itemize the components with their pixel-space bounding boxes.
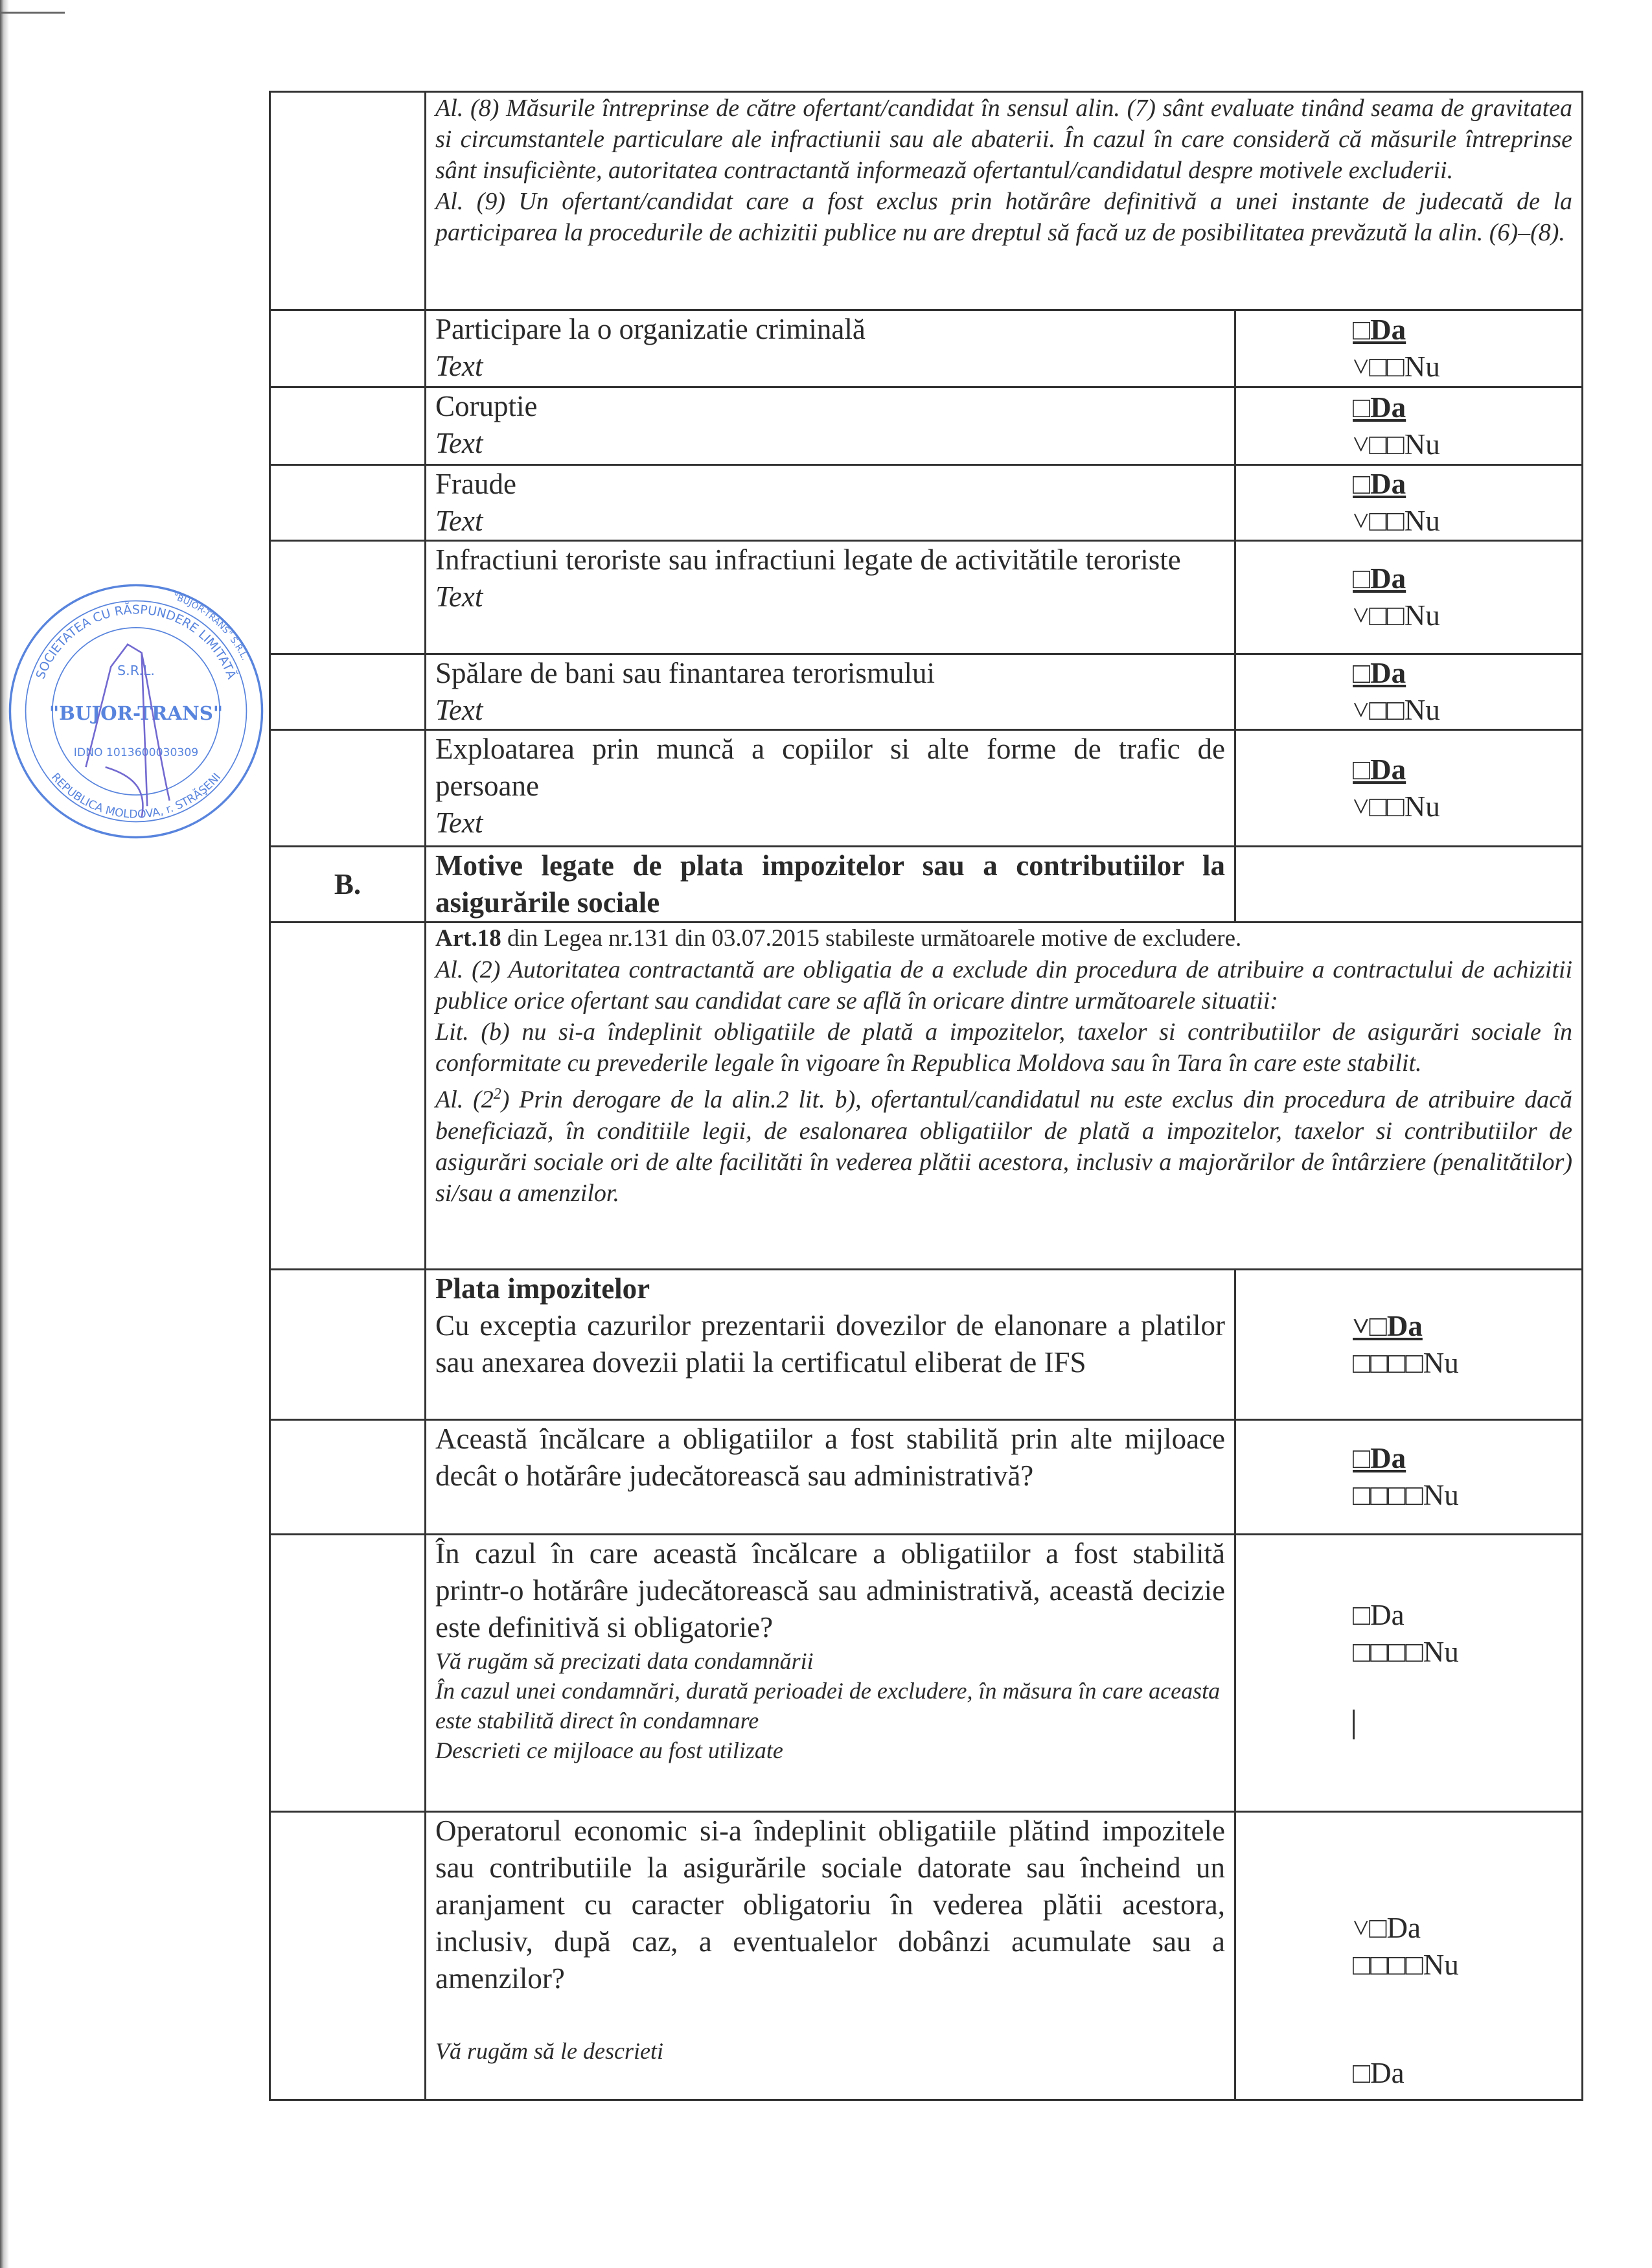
table-row	[270, 310, 1583, 387]
section-b-header	[270, 847, 1583, 922]
litb-text: Lit. (b) nu si-a îndeplinit obligatiile de plată a impozitelor, taxelor si contributiilor de asigurări sociale în conformitate cu prevederile legale în vigoare în Republica Moldova sau în Tara în care este stabilit.	[435, 1018, 1573, 1077]
nu-checkbox[interactable]: □□□□Nu	[1353, 1636, 1459, 1668]
nu-checkbox[interactable]: ˅□□Nu	[1353, 428, 1440, 461]
svg-text:REPUBLICA MOLDOVA, r. STRĂŞENI	[49, 771, 224, 821]
art18-rest: din Legea nr.131 din 03.07.2015 stabileste următoarele motive de excludere.	[501, 925, 1242, 952]
crime-title: Participare la o organizatie criminală	[435, 313, 866, 345]
note: Vă rugăm să precizati data condamnării	[435, 1648, 814, 1674]
text-cursor	[1353, 1710, 1355, 1739]
note: Vă rugăm să le descrieti	[435, 2038, 663, 2064]
al9-text: Al. (9) Un ofertant/candidat care a fost exclus prin hotărâre definitivă a unei instante de judecată de la participarea la procedurile de achizitii publice nu are dreptul să facă uz de posibilitatea prevăzută la alin. (6)–(8).	[435, 188, 1573, 246]
stamp-idno: IDNO 1013600030309	[73, 746, 199, 759]
crime-text: Text	[435, 694, 483, 726]
al8-text: Al. (8) Măsurile întreprinse de către ofertant/candidat în sensul alin. (7) sânt evaluate tinând seama de gravitatea si circumstantele particulare ale infractiunii sau ale abaterii. În cazul în care consideră că măsurile întreprinse sânt insuficiènte, autoritatea contractantă informează ofertantul/candidatul despre motivele excluderii.	[435, 95, 1573, 184]
nu-checkbox[interactable]: ˅□□Nu	[1353, 350, 1440, 383]
crime-title: Fraude	[435, 468, 516, 500]
table-row	[270, 654, 1583, 730]
al22-text	[435, 1079, 1572, 1209]
stamp-outer-text: SOCIETATEA CU RĂSPUNDERE LIMITATĂ	[33, 602, 239, 682]
art18-label: Art.18	[435, 925, 501, 952]
da-checkbox[interactable]: □Da	[1353, 562, 1406, 595]
section-title: Motive legate de plata impozitelor sau a contributiilor la asigurările sociale	[435, 849, 1225, 919]
nu-checkbox[interactable]: □□□□Nu	[1353, 1346, 1459, 1379]
da-checkbox[interactable]: □Da	[1353, 1599, 1405, 1631]
table-row	[270, 465, 1583, 541]
da-checkbox[interactable]: ˅□Da	[1353, 1309, 1423, 1342]
crime-title: Infractiuni teroriste sau infractiuni legate de activitătile teroriste	[435, 544, 1181, 576]
crime-text: Text	[435, 580, 483, 613]
scan-mark	[0, 12, 65, 14]
table-row	[270, 1812, 1583, 2100]
crime-text: Text	[435, 350, 483, 382]
art18-text	[435, 923, 1572, 954]
law-row	[270, 922, 1583, 1270]
tax-body: Cu exceptia cazurilor prezentarii dovezilor de elanonare a platilor sau anexarea dovezii platii la certificatul eliberat de IFS	[435, 1309, 1225, 1379]
note: În cazul unei condamnări, durată perioadei de excludere, în măsura în care aceasta este stabilită direct în condamnare	[435, 1678, 1221, 1734]
nu-checkbox[interactable]: ˅□□Nu	[1353, 790, 1440, 823]
crime-title: Spălare de bani sau finantarea terorismului	[435, 657, 935, 689]
scan-edge	[0, 0, 9, 2268]
note: Descrieti ce mijloace au fost utilizate	[435, 1737, 783, 1763]
table-row	[270, 1420, 1583, 1535]
al22-pre: Al. (2	[435, 1086, 494, 1114]
tax-body: Această încălcare a obligatiilor a fost stabilită prin alte mijloace decât o hotărâre judecătorească sau administrativă?	[435, 1423, 1225, 1492]
da-checkbox[interactable]: □Da	[1353, 468, 1406, 500]
nu-checkbox[interactable]: ˅□□Nu	[1353, 599, 1440, 632]
table-row	[270, 541, 1583, 654]
crime-title: Coruptie	[435, 390, 538, 422]
table-row	[270, 730, 1583, 847]
table-row	[270, 1535, 1583, 1812]
da-checkbox[interactable]: □Da	[1353, 391, 1406, 424]
section-letter: B.	[270, 847, 426, 922]
al22-post: ) Prin derogare de la alin.2 lit. b), ofertantul/candidatul nu este exclus din procedura de atribuire dacă beneficiază, în conditiile legii, de esalonarea obligatiilor de plată a impozitelor, taxelor si contributiilor de asigurări sociale ori de alte facilităti în vederea plătii acestora, inclusiv a majorărilor de întârziere (penalitătilor) si/sau a amenzilor.	[435, 1086, 1573, 1207]
stamp-ring-text: "BUJOR-TRANS" S.R.L.	[172, 591, 250, 662]
da-checkbox[interactable]: □Da	[1353, 753, 1406, 786]
company-stamp	[8, 583, 264, 840]
crime-title: Exploatarea prin muncă a copiilor si alte forme de trafic de persoane	[435, 733, 1225, 802]
table-row	[270, 1270, 1583, 1420]
al22-sup: 2	[493, 1086, 501, 1103]
crime-text: Text	[435, 427, 483, 459]
da-checkbox[interactable]: □Da	[1353, 1442, 1406, 1474]
tax-body: În cazul în care această încălcare a obligatiilor a fost stabilită printr-o hotărâre judecătorească sau administrativă, această decizie este definitivă si obligatorie?	[435, 1537, 1225, 1644]
tax-body: Operatorul economic si-a îndeplinit obligatiile plătind impozitele sau contributiile la asigurările sociale datorate sau încheind un aranjament cu caracter obligatoriu în vederea plătii acestora, inclusiv, după caz, a eventualelor dobânzi acumulate sau a amenzilor?	[435, 1815, 1225, 1995]
exclusion-form-table	[269, 91, 1583, 2101]
stamp-bottom-text: REPUBLICA MOLDOVA, r. STRĂŞENI	[49, 770, 224, 821]
table-row	[270, 387, 1583, 465]
da-checkbox[interactable]: □Da	[1353, 657, 1406, 689]
crime-text: Text	[435, 807, 483, 839]
stamp-srl: S.R.L.	[117, 663, 155, 679]
tax-title: Plata impozitelor	[435, 1272, 650, 1305]
nu-checkbox[interactable]: □□□□Nu	[1353, 1479, 1459, 1511]
al2-text: Al. (2) Autoritatea contractantă are obligatia de a exclude din procedura de atribuire a contractului de achizitii publice orice ofertant sau candidat care se află în oricare dintre următoarele situatii:	[435, 956, 1573, 1014]
intro-row	[270, 92, 1583, 310]
da-checkbox[interactable]: □Da	[1353, 314, 1406, 346]
da-checkbox[interactable]: ˅□Da	[1353, 1912, 1421, 1944]
crime-text: Text	[435, 505, 483, 537]
stamp-company-name: "BUJOR-TRANS"	[49, 702, 224, 724]
nu-checkbox[interactable]: ˅□□Nu	[1353, 505, 1440, 537]
nu-checkbox[interactable]: □□□□Nu	[1353, 1949, 1459, 1981]
nu-checkbox[interactable]: ˅□□Nu	[1353, 694, 1440, 726]
da-checkbox-2[interactable]: □Da	[1353, 2057, 1405, 2089]
